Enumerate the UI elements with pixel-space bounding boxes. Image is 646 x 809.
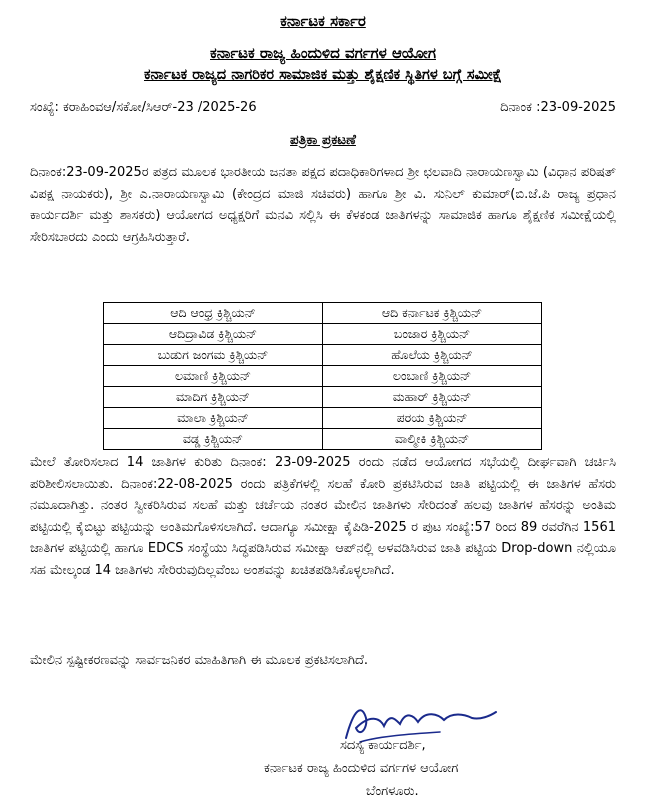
caste-table-body: [104, 303, 542, 450]
table-row: [104, 324, 542, 345]
table-row: [104, 366, 542, 387]
table-cell: ಬುಡುಗ ಜಂಗಮ ಕ್ರಿಶ್ಚಿಯನ್: [104, 345, 323, 366]
table-cell: ಮಾದಿಗ ಕ್ರಿಶ್ಚಿಯನ್: [104, 387, 323, 408]
table-cell: ಲಮಾಣಿ ಕ್ರಿಶ್ಚಿಯನ್: [104, 366, 323, 387]
table-cell: ಹೊಲೆಯ ಕ್ರಿಶ್ಚಿಯನ್: [323, 345, 542, 366]
caste-table: [103, 302, 542, 450]
table-cell: ಮಾಲಾ ಕ್ರಿಶ್ಚಿಯನ್: [104, 408, 323, 429]
table-cell: ಆದಿ ಕರ್ನಾಟಕ ಕ್ರಿಶ್ಚಿಯನ್: [323, 303, 542, 324]
signatory-office: ಕರ್ನಾಟಕ ರಾಜ್ಯ ಹಿಂದುಳಿದ ವರ್ಗಗಳ ಆಯೋಗ: [264, 761, 459, 776]
government-heading: ಕರ್ನಾಟಕ ಸರ್ಕಾರ: [280, 12, 366, 30]
reference-date: ದಿನಾಂಕ :23-09-2025: [500, 100, 616, 115]
table-row: [104, 387, 542, 408]
table-cell: ವಾಲ್ಮೀಕಿ ಕ್ರಿಶ್ಚಿಯನ್: [323, 429, 542, 450]
table-cell: ಪರಯ ಕ್ರಿಶ್ಚಿಯನ್: [323, 408, 542, 429]
table-row: [104, 345, 542, 366]
table-cell: ಮಹಾರ್ ಕ್ರಿಶ್ಚಿಯನ್: [323, 387, 542, 408]
table-cell: ಆದಿದ್ರಾವಿಡ ಕ್ರಿಶ್ಚಿಯನ್: [104, 324, 323, 345]
notice-title: ಪತ್ರಿಕಾ ಪ್ರಕಟಣೆ: [290, 132, 356, 148]
signatory-place: ಬೆಂಗಳೂರು.: [366, 784, 419, 799]
commission-heading: ಕರ್ನಾಟಕ ರಾಜ್ಯ ಹಿಂದುಳಿದ ವರ್ಗಗಳ ಆಯೋಗ: [210, 44, 436, 62]
table-row: [104, 429, 542, 450]
paragraph-decision: ಮೇಲೆ ತೋರಿಸಲಾದ 14 ಜಾತಿಗಳ ಕುರಿತು ದಿನಾಂಕ: 23-09-2025 ರಂದು ನಡೆದ ಆಯೋಗದ ಸಭೆಯಲ್ಲಿ ದೀರ್ಘವಾಗಿ ಚರ್ಚಿಸಿ ಪರಿಶೀಲಿಸಲಾಯಿತು. ದಿನಾಂಕ:22-08-2025 ರಂದು ಪತ್ರಿಕೆಗಳಲ್ಲಿ ಸಲಹೆ ಕೋರಿ ಪ್ರಕಟಿಸಿರುವ ಜಾತಿ ಪಟ್ಟಿಯಲ್ಲಿ ಈ ಜಾತಿಗಳ ಹೆಸರು ನಮೂದಾಗಿತ್ತು. ನಂತರ ಸ್ವೀಕರಿಸಿರುವ ಸಲಹೆ ಮತ್ತು ಚರ್ಚೆಯ ನಂತರ ಮೇಲಿನ ಜಾತಿಗಳು ಸೇರಿದಂತೆ ಹಲವು ಜಾತಿಗಳ ಹೆಸರನ್ನು ಅಂತಿಮ ಪಟ್ಟಿಯಲ್ಲಿ ಕೈಬಿಟ್ಟು ಪಟ್ಟಿಯನ್ನು ಅಂತಿಮಗೊಳಿಸಲಾಗಿದೆ. ಆದಾಗ್ಯೂ ಸಮೀಕ್ಷಾ ಕೈಪಿಡಿ-2025 ರ ಪುಟ ಸಂಖ್ಯೆ:57 ರಿಂದ 89 ರವರೆಗಿನ 1561 ಜಾತಿಗಳ ಪಟ್ಟಿಯಲ್ಲಿ ಹಾಗೂ EDCS ಸಂಸ್ಥೆಯು ಸಿದ್ಧಪಡಿಸಿರುವ ಸಮೀಕ್ಷಾ ಆಪ್‌ನಲ್ಲಿ ಅಳವಡಿಸಿರುವ ಜಾತಿ ಪಟ್ಟಿಯ Drop-down ನಲ್ಲಿಯೂ ಸಹ ಮೇಲ್ಕಂಡ 14 ಜಾತಿಗಳು ಸೇರಿರುವುದಿಲ್ಲವೆಂಬ ಅಂಶವನ್ನು ಖಚಿತಪಡಿಸಿಕೊಳ್ಳಲಾಗಿದೆ.: [30, 455, 616, 578]
paragraph-clarification: ಮೇಲಿನ ಸ್ಪಷ್ಟೀಕರಣವನ್ನು ಸಾರ್ವಜನಿಕರ ಮಾಹಿತಿಗಾಗಿ ಈ ಮೂಲಕ ಪ್ರಕಟಿಸಲಾಗಿದೆ.: [30, 653, 369, 668]
table-cell: ಬಂಜಾರ ಕ್ರಿಶ್ಚಿಯನ್: [323, 324, 542, 345]
table-cell: ವಡ್ಡ ಕ್ರಿಶ್ಚಿಯನ್: [104, 429, 323, 450]
signatory-designation: ಸದಸ್ಯ ಕಾರ್ಯದರ್ಶಿ,: [340, 738, 426, 753]
table-row: [104, 408, 542, 429]
table-cell: ಆದಿ ಆಂಧ್ರ ಕ್ರಿಶ್ಚಿಯನ್: [104, 303, 323, 324]
paragraph-intro: ದಿನಾಂಕ:23-09-2025ರ ಪತ್ರದ ಮೂಲಕ ಭಾರತೀಯ ಜನತಾ ಪಕ್ಷದ ಪದಾಧಿಕಾರಿಗಳಾದ ಶ್ರೀ ಛಲವಾದಿ ನಾರಾಯಣಸ್ವಾಮಿ (ವಿಧಾನ ಪರಿಷತ್ ವಿಪಕ್ಷ ನಾಯಕರು), ಶ್ರೀ ಎ.ನಾರಾಯಣಸ್ವಾಮಿ (ಕೇಂದ್ರದ ಮಾಜಿ ಸಚಿವರು) ಹಾಗೂ ಶ್ರೀ ವಿ. ಸುನಿಲ್ ಕುಮಾರ್(ಬಿ.ಜೆ.ಪಿ ರಾಜ್ಯ ಪ್ರಧಾನ ಕಾರ್ಯದರ್ಶಿ ಮತ್ತು ಶಾಸಕರು) ಆಯೋಗದ ಅಧ್ಯಕ್ಷರಿಗೆ ಮನವಿ ಸಲ್ಲಿಸಿ ಈ ಕೆಳಕಂಡ ಜಾತಿಗಳನ್ನು ಸಾಮಾಜಿಕ ಹಾಗೂ ಶೈಕ್ಷಣಿಕ ಸಮೀಕ್ಷೆಯಲ್ಲಿ ಸೇರಿಸಬಾರದು ಎಂದು ಆಗ್ರಹಿಸಿರುತ್ತಾರೆ.: [30, 165, 616, 245]
table-row: [104, 303, 542, 324]
table-cell: ಲಂಬಾಣಿ ಕ್ರಿಶ್ಚಿಯನ್: [323, 366, 542, 387]
survey-heading: ಕರ್ನಾಟಕ ರಾಜ್ಯದ ನಾಗರಿಕರ ಸಾಮಾಜಿಕ ಮತ್ತು ಶೈಕ್ಷಣಿಕ ಸ್ಥಿತಿಗಳ ಬಗ್ಗೆ ಸಮೀಕ್ಷೆ: [143, 67, 503, 83]
reference-number: ಸಂಖ್ಯೆ: ಕರಾಹಿಂವಆ/ಸಕೋ/ಸಿಆರ್-23 /2025-26: [30, 100, 257, 115]
